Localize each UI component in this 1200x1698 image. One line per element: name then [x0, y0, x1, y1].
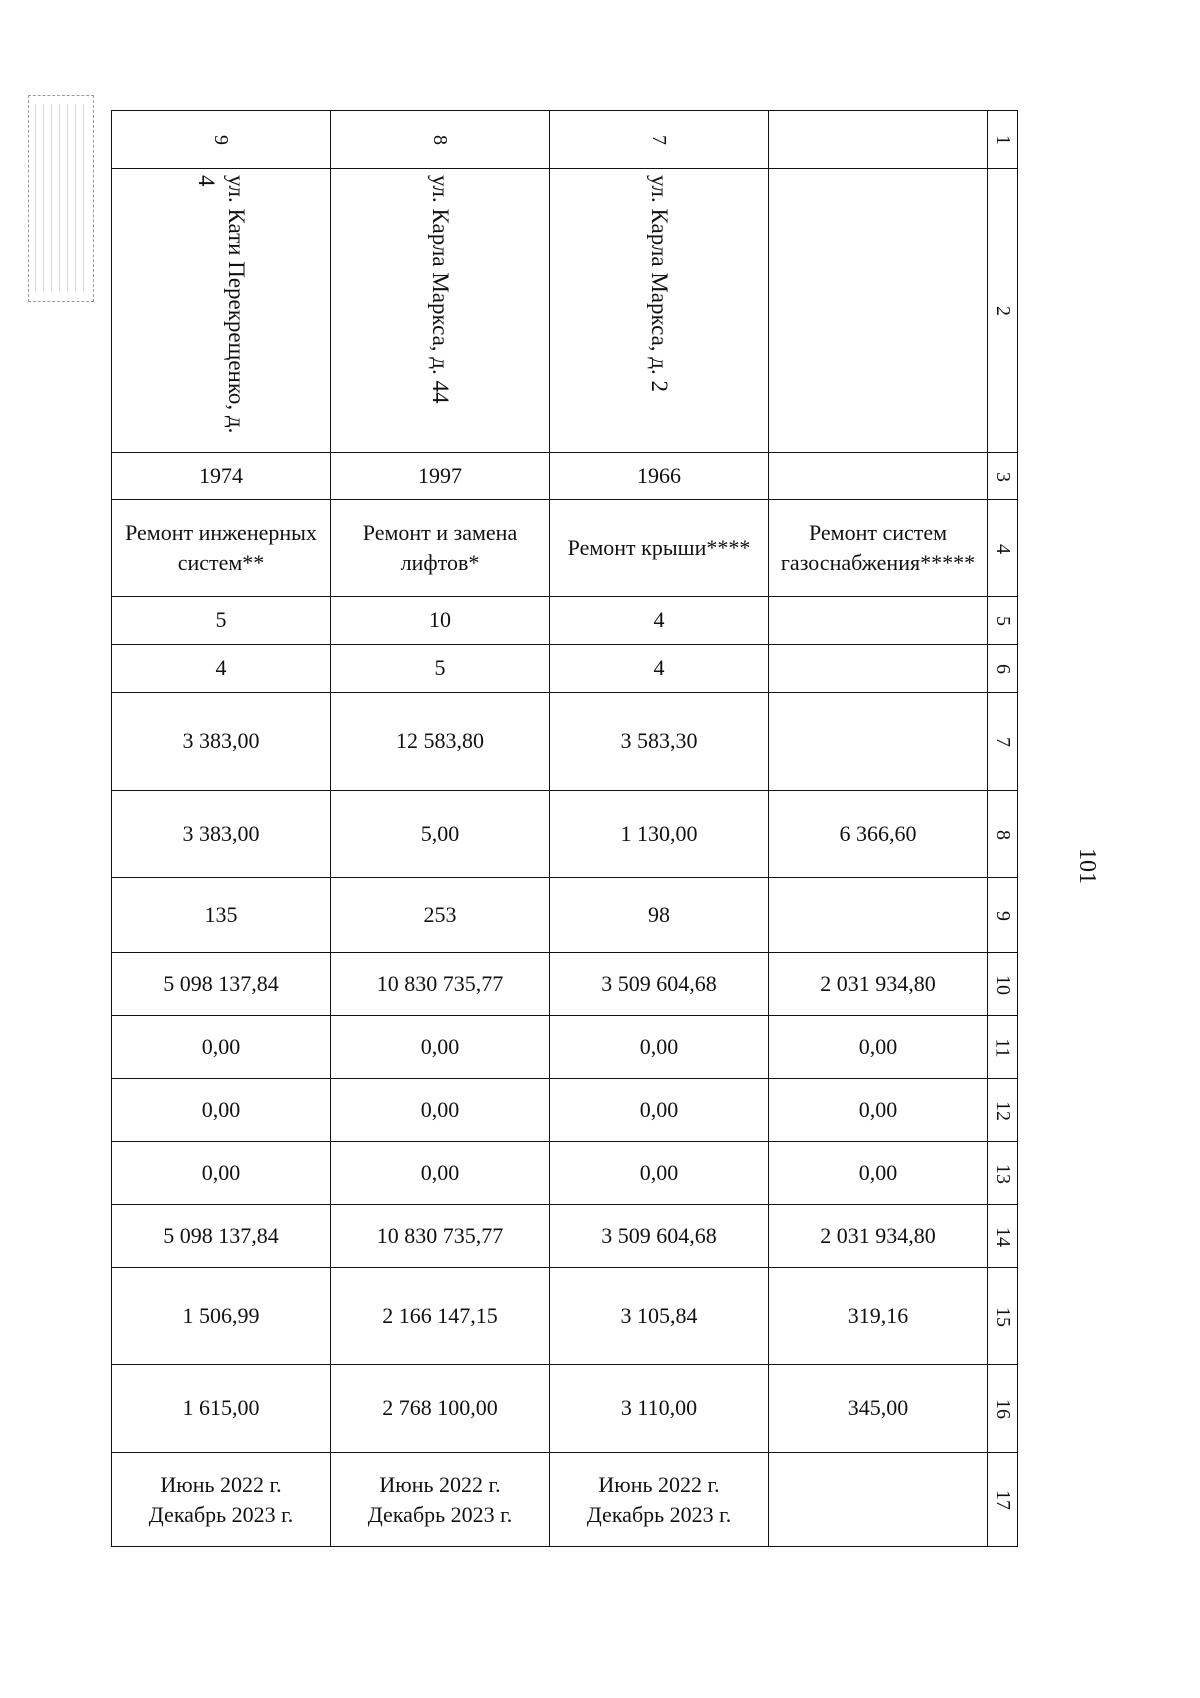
row-number: 13 — [988, 1142, 1018, 1205]
cell-value: 0,00 — [112, 1142, 331, 1205]
cell-period: Июнь 2022 г. Декабрь 2023 г. — [331, 1453, 550, 1547]
row-number: 5 — [988, 597, 1018, 645]
cell-value: 3 105,84 — [550, 1268, 769, 1365]
table-row — [112, 1142, 1018, 1205]
cell-value: 1 615,00 — [112, 1365, 331, 1453]
cell-value: 10 830 735,77 — [331, 953, 550, 1016]
cell-period: Июнь 2022 г. Декабрь 2023 г. — [112, 1453, 331, 1547]
row-number: 4 — [988, 500, 1018, 597]
cell-value: 253 — [331, 878, 550, 953]
cell-index: 8 — [331, 111, 550, 169]
table-row — [112, 693, 1018, 791]
cell-value: 319,16 — [769, 1268, 988, 1365]
cell-value: 98 — [550, 878, 769, 953]
table-row — [112, 500, 1018, 597]
cell-value: 3 509 604,68 — [550, 1205, 769, 1268]
cell-value: 0,00 — [112, 1079, 331, 1142]
table-row — [112, 1016, 1018, 1079]
cell-value: 5 098 137,84 — [112, 953, 331, 1016]
cell-value: 0,00 — [550, 1142, 769, 1205]
cell-value: 12 583,80 — [331, 693, 550, 791]
cell-value: 0,00 — [550, 1079, 769, 1142]
cell-value — [769, 597, 988, 645]
cell-value: 4 — [112, 645, 331, 693]
table-row — [112, 1453, 1018, 1547]
table-row — [112, 953, 1018, 1016]
row-number: 6 — [988, 645, 1018, 693]
cell-address: ул. Карла Маркса, д. 44 — [331, 169, 550, 453]
row-number: 11 — [988, 1016, 1018, 1079]
cell-value: 10 — [331, 597, 550, 645]
cell-work-type: Ремонт и замена лифтов* — [331, 500, 550, 597]
table-row — [112, 1205, 1018, 1268]
cell-value — [769, 645, 988, 693]
row-number: 15 — [988, 1268, 1018, 1365]
row-number: 7 — [988, 693, 1018, 791]
table-row — [112, 1365, 1018, 1453]
cell-work-type: Ремонт систем газоснабжения***** — [769, 500, 988, 597]
cell-value — [769, 878, 988, 953]
cell-value: 5 098 137,84 — [112, 1205, 331, 1268]
cell-period — [769, 1453, 988, 1547]
cell-value: 1 506,99 — [112, 1268, 331, 1365]
cell-value: 0,00 — [112, 1016, 331, 1079]
row-number: 9 — [988, 878, 1018, 953]
cell-value: 1 130,00 — [550, 791, 769, 878]
cell-year: 1997 — [331, 453, 550, 500]
row-number: 2 — [988, 169, 1018, 453]
cell-value: 3 583,30 — [550, 693, 769, 791]
approval-stamp — [28, 95, 94, 302]
cell-year: 1974 — [112, 453, 331, 500]
row-number: 12 — [988, 1079, 1018, 1142]
cell-value: 0,00 — [331, 1079, 550, 1142]
cell-year: 1966 — [550, 453, 769, 500]
cell-value: 2 768 100,00 — [331, 1365, 550, 1453]
cell-value: 3 509 604,68 — [550, 953, 769, 1016]
row-number: 3 — [988, 453, 1018, 500]
cell-value: 0,00 — [769, 1079, 988, 1142]
cell-address: ул. Карла Маркса, д. 2 — [550, 169, 769, 453]
table-row — [112, 597, 1018, 645]
cell-index: 7 — [550, 111, 769, 169]
stamp-lines — [35, 104, 87, 292]
cell-work-type: Ремонт инженерных систем** — [112, 500, 331, 597]
cell-value: 2 031 934,80 — [769, 1205, 988, 1268]
repair-table — [111, 110, 1018, 1547]
table-row — [112, 169, 1018, 453]
table-row — [112, 1079, 1018, 1142]
cell-address — [769, 169, 988, 453]
table-row — [112, 111, 1018, 169]
cell-work-type: Ремонт крыши**** — [550, 500, 769, 597]
row-number: 14 — [988, 1205, 1018, 1268]
row-number: 16 — [988, 1365, 1018, 1453]
cell-value: 0,00 — [331, 1016, 550, 1079]
cell-address: ул. Кати Перекрещенко, д. 4 — [112, 169, 331, 453]
page-number: 101 — [1074, 848, 1100, 884]
row-number: 8 — [988, 791, 1018, 878]
cell-value: 3 383,00 — [112, 693, 331, 791]
cell-value: 10 830 735,77 — [331, 1205, 550, 1268]
cell-value: 4 — [550, 597, 769, 645]
row-number: 10 — [988, 953, 1018, 1016]
table-row — [112, 645, 1018, 693]
cell-index: 9 — [112, 111, 331, 169]
cell-value: 0,00 — [769, 1016, 988, 1079]
cell-value: 135 — [112, 878, 331, 953]
row-number: 17 — [988, 1453, 1018, 1547]
row-number: 1 — [988, 111, 1018, 169]
cell-year — [769, 453, 988, 500]
table-row — [112, 791, 1018, 878]
cell-value: 0,00 — [769, 1142, 988, 1205]
cell-value: 4 — [550, 645, 769, 693]
cell-value: 2 031 934,80 — [769, 953, 988, 1016]
cell-value: 2 166 147,15 — [331, 1268, 550, 1365]
cell-value: 5,00 — [331, 791, 550, 878]
table-row — [112, 878, 1018, 953]
cell-value: 0,00 — [550, 1016, 769, 1079]
cell-value: 345,00 — [769, 1365, 988, 1453]
cell-value: 3 110,00 — [550, 1365, 769, 1453]
cell-period: Июнь 2022 г. Декабрь 2023 г. — [550, 1453, 769, 1547]
cell-value: 0,00 — [331, 1142, 550, 1205]
cell-value: 5 — [112, 597, 331, 645]
cell-value: 3 383,00 — [112, 791, 331, 878]
table-row — [112, 453, 1018, 500]
cell-value — [769, 693, 988, 791]
table-row — [112, 1268, 1018, 1365]
cell-value: 6 366,60 — [769, 791, 988, 878]
cell-index — [769, 111, 988, 169]
cell-value: 5 — [331, 645, 550, 693]
